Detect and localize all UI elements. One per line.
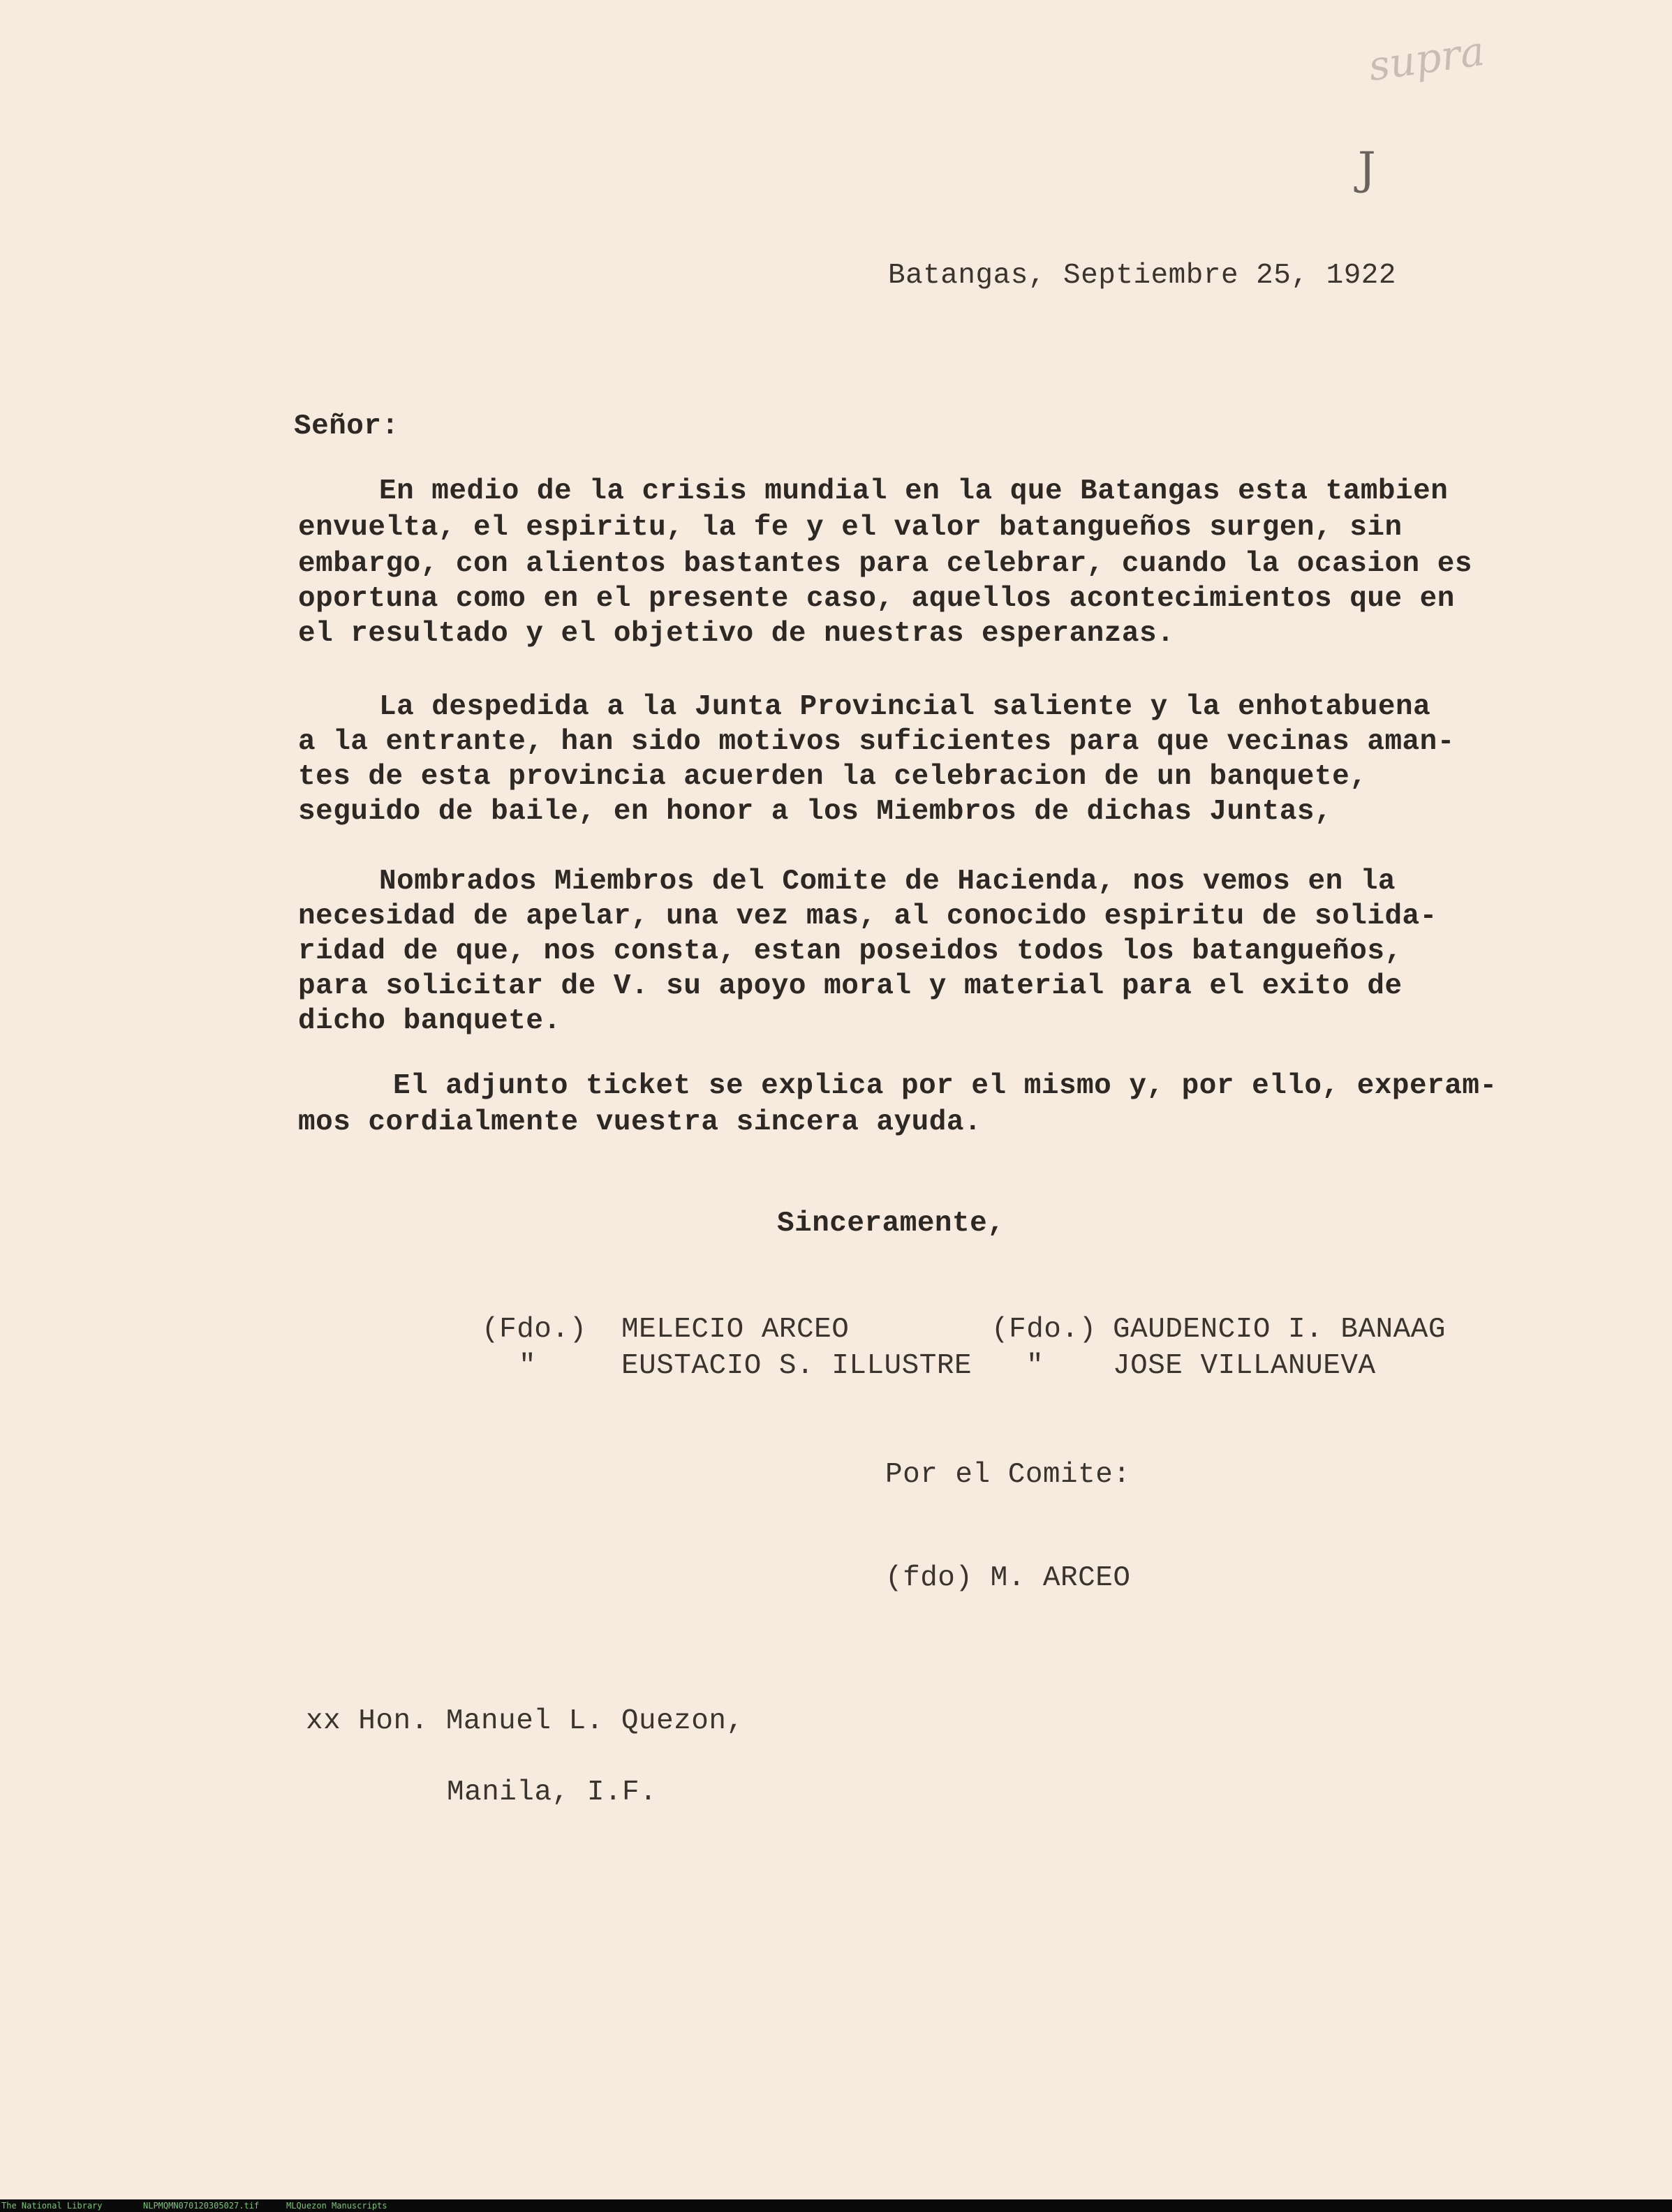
- paragraph-3-line-1: Nombrados Miembros del Comite de Hacienda, nos vemos en la: [379, 866, 1396, 898]
- paragraph-2-line-1: La despedida a la Junta Provincial saliente y la enhotabuena: [379, 691, 1431, 723]
- paragraph-4-line-2: mos cordialmente vuestra sincera ayuda.: [298, 1106, 982, 1138]
- paragraph-1-line-1: En medio de la crisis mundial en la que Batangas esta tambien: [379, 475, 1449, 507]
- signature-prefix-2: (Fdo.): [991, 1314, 1097, 1346]
- paragraph-3-line-3: ridad de que, nos consta, estan poseidos todos los batangueños,: [298, 935, 1403, 967]
- signature-prefix-4: ": [1026, 1350, 1044, 1382]
- paragraph-1-line-5: el resultado y el objetivo de nuestras esperanzas.: [298, 618, 1175, 650]
- addressee: xx Hon. Manuel L. Quezon,: [306, 1705, 744, 1737]
- salutation: Señor:: [294, 410, 399, 443]
- paragraph-4-line-1: El adjunto ticket se explica por el mismo y, por ello, experam-: [393, 1070, 1497, 1102]
- signature-name-4: JOSE VILLANUEVA: [1113, 1350, 1376, 1382]
- footer-collection: MLQuezon Manuscripts: [286, 2201, 387, 2211]
- scan-footer: [0, 2199, 1672, 2212]
- letter-date: Batangas, Septiembre 25, 1922: [888, 260, 1397, 292]
- signature-prefix-1: (Fdo.): [482, 1314, 587, 1346]
- signature-name-3: EUSTACIO S. ILLUSTRE: [621, 1350, 972, 1382]
- footer-file-id: NLPMQMN070120305027.tif: [143, 2201, 260, 2211]
- paragraph-3-line-2: necesidad de apelar, una vez mas, al conocido espiritu de solida-: [298, 900, 1437, 933]
- closing: Sinceramente,: [777, 1208, 1005, 1240]
- signature-name-1: MELECIO ARCEO: [621, 1314, 850, 1346]
- paragraph-3-line-5: dicho banquete.: [298, 1005, 561, 1037]
- paragraph-2-line-4: seguido de baile, en honor a los Miembros de dichas Juntas,: [298, 796, 1333, 828]
- committee-label: Por el Comite:: [885, 1459, 1131, 1491]
- pencil-mark: J: [1358, 143, 1376, 195]
- footer-library: The National Library: [1, 2201, 103, 2211]
- pencil-annotation: supra: [1366, 27, 1488, 91]
- paragraph-1-line-2: envuelta, el espiritu, la fe y el valor batangueños surgen, sin: [298, 512, 1403, 544]
- address-line: Manila, I.F.: [447, 1776, 658, 1809]
- signature-name-2: GAUDENCIO I. BANAAG: [1113, 1314, 1446, 1346]
- paragraph-1-line-3: embargo, con alientos bastantes para celebrar, cuando la ocasion es: [298, 548, 1472, 580]
- paragraph-2-line-2: a la entrante, han sido motivos suficientes para que vecinas aman-: [298, 726, 1455, 758]
- paragraph-3-line-4: para solicitar de V. su apoyo moral y material para el exito de: [298, 970, 1403, 1002]
- signature-prefix-3: ": [519, 1350, 537, 1382]
- paragraph-1-line-4: oportuna como en el presente caso, aquellos acontecimientos que en: [298, 583, 1455, 615]
- paragraph-2-line-3: tes de esta provincia acuerden la celebracion de un banquete,: [298, 761, 1368, 793]
- committee-signature: (fdo) M. ARCEO: [885, 1562, 1131, 1594]
